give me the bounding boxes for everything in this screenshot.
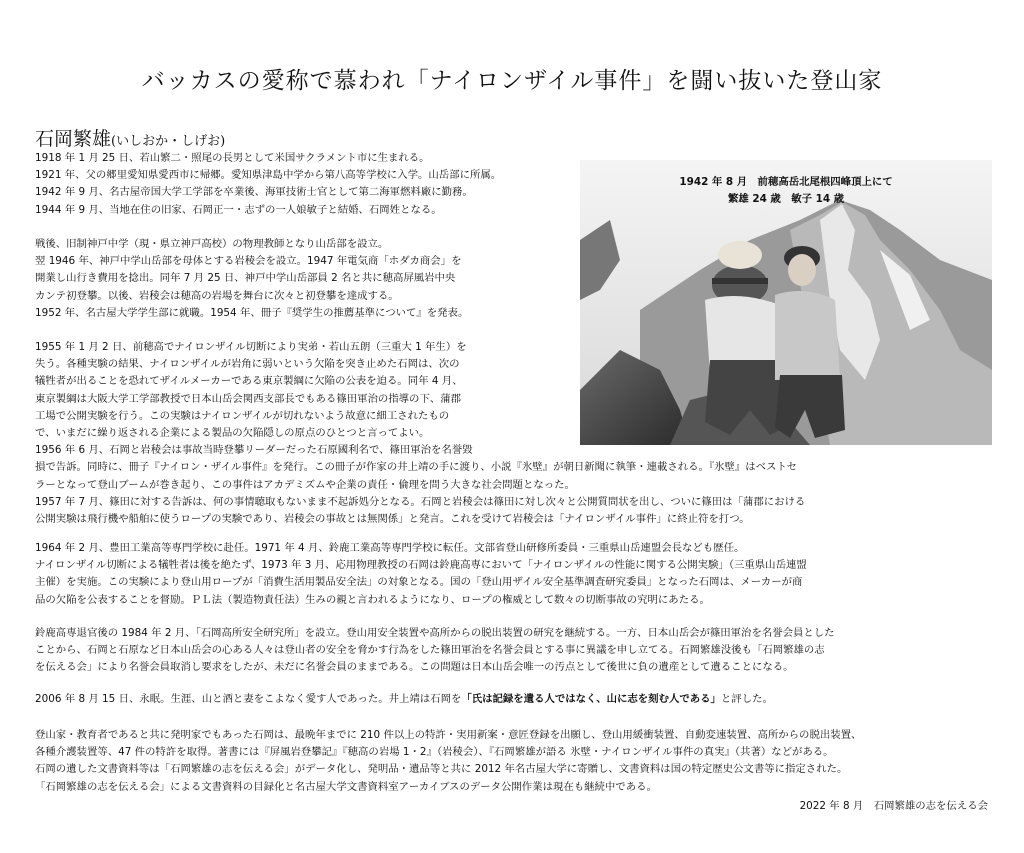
footer-credit: 2022 年 8 月 石岡繁雄の志を伝える会 (799, 800, 988, 812)
text-line: 1956 年 6 月、石岡と岩稜会は事故当時登攀リーダーだった石原國利名で、篠田軍治を名誉毀 (35, 444, 473, 457)
text-line: 損で告訴。同時に、冊子『ナイロン・ザイル事件』を発行。この冊子が作家の井上靖の手に渡り、小説『氷壁』が朝日新聞に執筆・連載される。『氷壁』はベストセ (35, 461, 797, 474)
text-segment: 2006 年 8 月 15 日、永眠。生涯、山と酒と妻をこよなく愛す人であった。井上靖は石岡を (35, 693, 462, 705)
text-line: 各種介護装置等、47 件の特許を取得。著書には『屏風岩登攀記』『穂高の岩場 1・2』（岩稜会）、『石岡繁雄が語る 氷壁・ナイロンザイル事件の真実』（共著）などがある。 (35, 746, 834, 759)
text-line: 東京製綱は大阪大学工学部教授で日本山岳会関西支部長でもある篠田軍治の指導の下、蒲郡 (35, 392, 462, 405)
text-line: 戦後、旧制神戸中学（現・県立神戸高校）の物理教師となり山岳部を設立。 (35, 238, 389, 250)
text-line: 鈴鹿高専退官後の 1984 年 2 月、「石岡高所安全研究所」を設立。登山用安全装置や高所からの脱出装置の研究を継続する。一方、日本山岳会が篠田軍治を名誉会員とした (35, 627, 835, 639)
text-line: ことから、石岡と石原など日本山岳会の心ある人々は登山者の安全を脅かす行為をした篠田軍治を名誉会員とする事に異議を申し立てる。石岡繁雄没後も「石岡繁雄の志 (35, 644, 825, 657)
person-name (35, 124, 225, 151)
text-line: ラーとなって登山ブームが巻き起り、この事件はアカデミズムや企業の責任・倫理を問う大きな社会問題となった。 (35, 478, 575, 491)
text-block-death (35, 691, 773, 708)
text-line: 1952 年、名古屋大学学生部に就職。1954 年、冊子『奨学生の推薦基準について』を発表。 (35, 306, 469, 319)
text-line: 1918 年 1 月 25 日、若山繁二・照尾の長男として米国サクラメント市に生まれる。 (35, 152, 430, 164)
text-line: 犠牲者が出ることを恐れてザイルメーカーである東京製綱に欠陥の公表を迫る。同年 4 月、 (35, 375, 463, 388)
photo-caption-line2: 繁雄 24 歳 敏子 14 歳 (727, 193, 845, 205)
text-line: 公開実験は飛行機や船舶に使うロープの実験であり、岩稜会の事故とは無関係」と発言。これを受けて岩稜会は「ナイロンザイル事件」に終止符を打つ。 (35, 513, 750, 526)
text-line: 1921 年、父の郷里愛知県愛西市に帰郷。愛知県津島中学から第八高等学校に入学。山岳部に所属。 (35, 169, 502, 182)
text-block-kosen (35, 540, 807, 609)
text-line: 1942 年 9 月、名古屋帝国大学工学部を卒業後、海軍技術士官として第二海軍燃料廠に勤務。 (35, 186, 473, 199)
text-block-birth (35, 150, 501, 219)
text-line: を伝える会」により名誉会員取消し要求をしたが、未だに名誉会員のままである。この問題は日本山岳会唯一の汚点として後世に負の遺産として遺ることになる。 (35, 661, 794, 674)
text-line: 失う。各種実験の結果、ナイロンザイルが岩角に弱いという欠陥を突き止めた石岡は、次の (35, 358, 460, 371)
text-line: 「石岡繁雄の志を伝える会」による文書資料の目録化と名古屋大学文書資料室アーカイブスのデータ公開作業は現在も継続中である。 (35, 780, 657, 793)
text-line: 1957 年 7 月、篠田に対する告訴は、何の事情聴取もないまま不起訴処分となる。石岡と岩稜会は篠田に対し次々と公開質問状を出し、ついに篠田は「蒲郡における (35, 495, 806, 508)
text-line: 1964 年 2 月、豊田工業高等専門学校に赴任。1971 年 4 月、鈴鹿工業高等専門学校に転任。文部省登山研修所委員・三重県山岳連盟会長なども歴任。 (35, 542, 745, 554)
text-line: 翌 1946 年、神戸中学山岳部を母体とする岩稜会を設立。1947 年電気商「ホダカ商会」を (35, 255, 462, 268)
text-line: ナイロンザイル切断による犠牲者は後を絶たず、1973 年 3 月、応用物理教授の石岡は鈴鹿高専において「ナイロンザイルの性能に関する公開実験」（三重県山岳連盟 (35, 559, 807, 572)
text-line: 1944 年 9 月、当地在住の旧家、石岡正一・志ずの一人娘敏子と結婚、石岡姓となる。 (35, 203, 442, 216)
person-name-kanji: 石岡繁雄 (35, 128, 112, 150)
text-line: 品の欠陥を公表することを督励。ＰＬ法（製造物責任法）生みの親と言われるようになり、ロープの権威として数々の切断事故の究明にあたる。 (35, 593, 710, 606)
text-line: で、いまだに繰り返される企業による製品の欠陥隠しの原点のひとつと言ってよい。 (35, 427, 430, 440)
text-segment: と評した。 (720, 693, 773, 705)
text-block-inventions (35, 727, 861, 796)
inoue-quote: 「氏は記録を遺る人ではなく、山に志を刻む人である」 (461, 693, 721, 705)
text-line: 石岡の遺した文書資料等は「石岡繁雄の志を伝える会」がデータ化し、発明品・遺品等と共に 2012 年名古屋大学に寄贈し、文書資料は国の特定歴史公文書等に指定された。 (35, 763, 848, 776)
person-name-reading: (いしおか・しげお) (111, 134, 226, 149)
text-line: 登山家・教育者であると共に発明家でもあった石岡は、最晩年までに 210 件以上の特許・実用新案・意匠登録を出願し、登山用緩衝装置、自動変速装置、高所からの脱出装置、 (35, 729, 862, 741)
text-line: カンテ初登攀。以後、岩稜会は穂高の岩場を舞台に次々と初登攀を達成する。 (35, 289, 399, 302)
text-block-nylon-incident (35, 339, 805, 528)
photo-caption-line1: 1942 年 8 月 前穂高岳北尾根四峰頂上にて (679, 176, 893, 188)
page-title: バッカスの愛称で慕われ「ナイロンザイル事件」を闘い抜いた登山家 (141, 68, 883, 94)
text-line: 工場で公開実験を行う。この実験はナイロンザイルが切れないよう故意に細工されたもの (35, 409, 450, 422)
text-line: 開業し山行き費用を捻出。同年 7 月 25 日、神戸中学山岳部員 2 名と共に穂高屏風岩中央 (35, 272, 456, 285)
text-block-research (35, 625, 835, 677)
text-block-postwar (35, 236, 468, 322)
text-line: 1955 年 1 月 2 日、前穂高でナイロンザイル切断により実弟・若山五朗（三重大 1 年生）を (35, 341, 467, 353)
text-line: 主催）を実施。この実験により登山用ロープが「消費生活用製品安全法」の対象となる。国の「登山用ザイル安全基準調査研究委員」となった石岡は、メーカーが商 (35, 576, 803, 589)
